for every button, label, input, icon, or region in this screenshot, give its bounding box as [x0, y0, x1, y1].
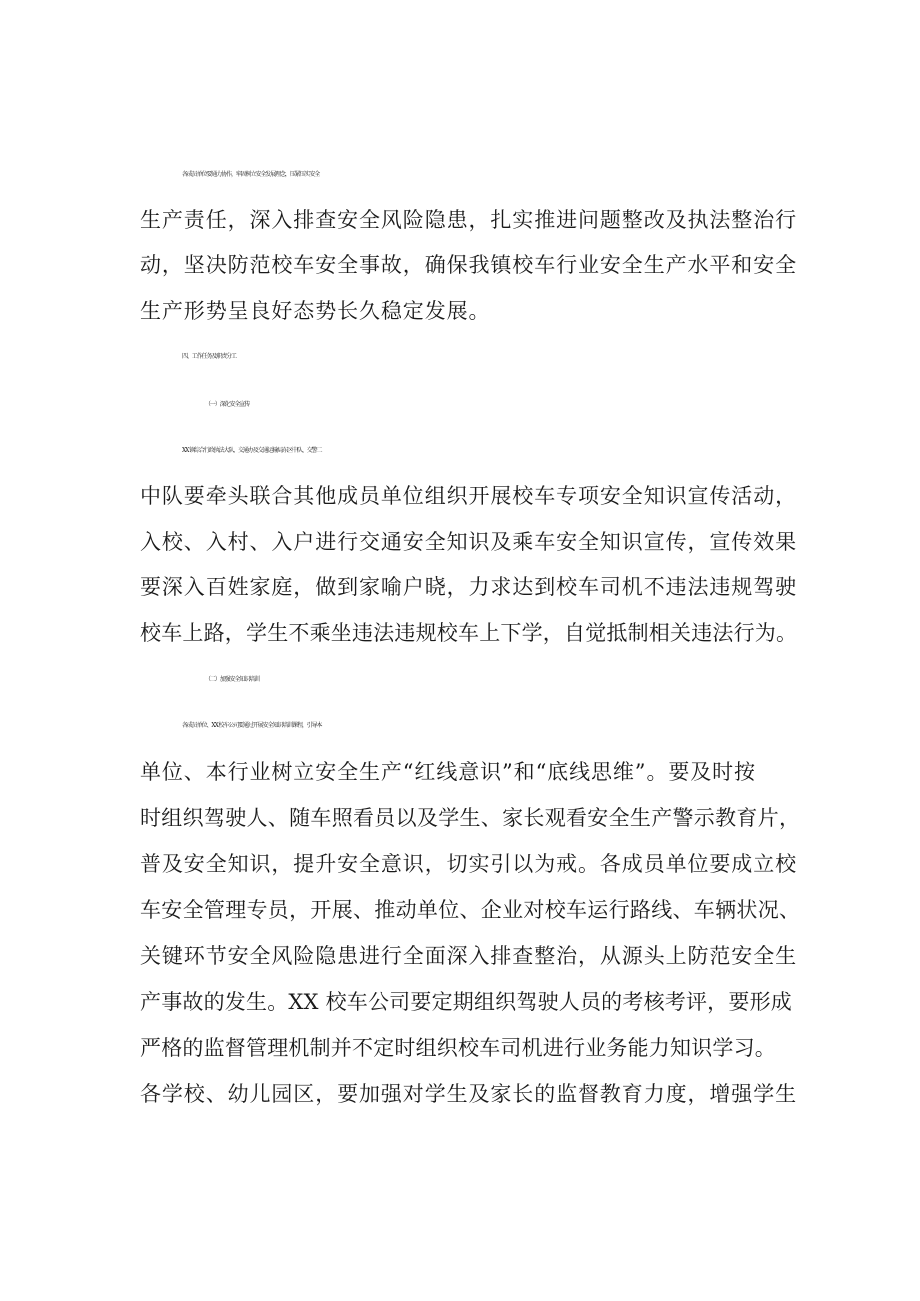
paragraph-line: 生产责任，深入排查安全风险隐患，扎实推进问题整改及执法整治行 — [140, 208, 797, 232]
paragraph-line: 各成员单位、XX 校车公司要通过开展安全知识培训课程，引导本 — [182, 722, 322, 729]
paragraph-line: 关键环节安全风险隐患进行全面深入排查整治，从源头上防范安全生 — [140, 944, 797, 968]
paragraph-line: XX 镇综合行政执法大队、交通办及交通运输局东区中队、交警二 — [182, 447, 322, 454]
paragraph-line: 各成员单位要通力协作，牢固树立安全发展理念，压紧压实安全 — [182, 171, 320, 178]
paragraph-line: 动，坚决防范校车安全事故，确保我镇校车行业安全生产水平和安全 — [140, 253, 797, 277]
paragraph-line: 入校、入村、入户进行交通安全知识及乘车安全知识宣传，宣传效果 — [140, 530, 797, 554]
paragraph-line: 时组织驾驶人、随车照看员以及学生、家长观看安全生产警示教育片， — [140, 806, 801, 830]
paragraph-line: 产事故的发生。XX 校车公司要定期组织驾驶人员的考核考评，要形成 — [140, 990, 792, 1014]
paragraph-line: 车安全管理专员，开展、推动单位、企业对校车运行路线、车辆状况、 — [140, 898, 801, 922]
paragraph-line: 严格的监督管理机制并不定时组织校车司机进行业务能力知识学习。 — [140, 1036, 776, 1060]
subsection-heading: （二）加强安全知识培训 — [205, 676, 259, 683]
paragraph-line: 校车上路，学生不乘坐违法违规校车上下学，自觉抵制相关违法行为。 — [140, 621, 798, 645]
paragraph-line: 生产形势呈良好态势长久稳定发展。 — [140, 299, 491, 323]
paragraph-line: 中队要牵头联合其他成员单位组织开展校车专项安全知识宣传活动， — [140, 484, 797, 508]
paragraph-line: 普及安全知识，提升安全意识，切实引以为戒。各成员单位要成立校 — [140, 852, 797, 876]
section-heading: 四、工作任务及职责分工 — [182, 353, 236, 360]
paragraph-line: 单位、本行业树立安全生产“红线意识”和“底线思维”。要及时按 — [140, 760, 756, 784]
paragraph-line: 要深入百姓家庭，做到家喻户晓，力求达到校车司机不违法违规驾驶 — [140, 575, 797, 599]
paragraph-line: 各学校、幼儿园区，要加强对学生及家长的监督教育力度，增强学生 — [140, 1082, 797, 1106]
subsection-heading: （一）深化安全宣传 — [205, 401, 250, 408]
